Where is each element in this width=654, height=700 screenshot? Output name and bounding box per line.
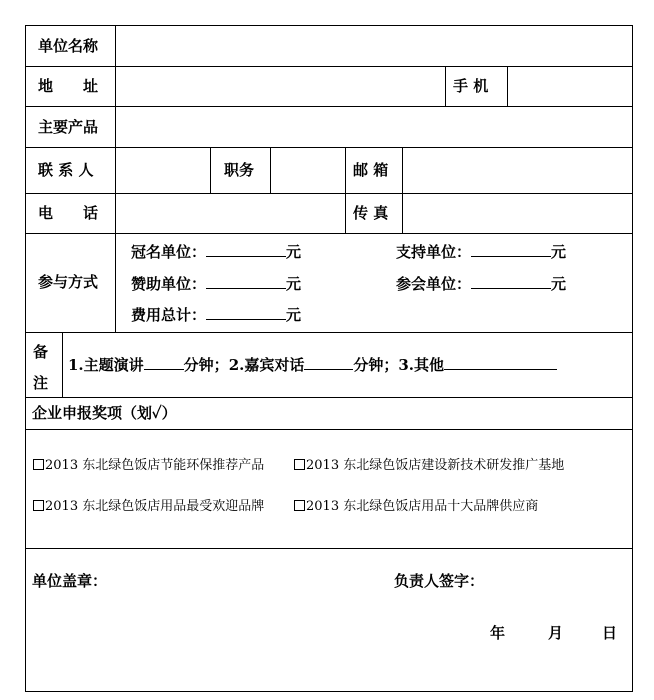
rule (402, 147, 403, 233)
fax-label: 传 真 (353, 204, 389, 222)
rule (445, 66, 446, 106)
address-field[interactable] (117, 68, 444, 105)
dialogue-label: 2.嘉宾对话 (228, 356, 305, 374)
checkbox[interactable] (33, 500, 44, 511)
sponsor-unit-amount-blank[interactable] (206, 274, 286, 289)
support-unit-label: 支持单位： (396, 243, 472, 261)
rule (25, 548, 633, 549)
checkbox[interactable] (294, 500, 305, 511)
remarks-content (68, 355, 557, 374)
fax-field[interactable] (404, 195, 631, 232)
rule (25, 429, 633, 430)
award-option-3[interactable] (33, 499, 264, 515)
main-products-field[interactable] (117, 108, 631, 146)
sponsor-unit-label: 赞助单位： (131, 275, 207, 293)
contact-label: 联 系 人 (38, 161, 94, 179)
rule (25, 106, 633, 107)
rule (62, 332, 63, 397)
rule (632, 25, 633, 691)
date-year: 年 (490, 624, 506, 642)
mobile-field[interactable] (509, 68, 631, 105)
participation-label: 参与方式 (38, 273, 99, 291)
rule (25, 193, 633, 194)
keynote-minutes-blank[interactable] (144, 355, 184, 370)
other-label: 3.其他 (398, 356, 445, 374)
phone-field[interactable] (117, 195, 344, 232)
rule (25, 66, 633, 67)
award-option-label: 2013 东北绿色饭店节能环保推荐产品 (45, 458, 265, 473)
award-option-label: 2013 东北绿色饭店用品十大品牌供应商 (306, 499, 539, 514)
rule (210, 147, 211, 193)
unit-name-field[interactable] (117, 27, 631, 65)
title-sponsor-amount-blank[interactable] (206, 242, 286, 257)
award-option-2[interactable] (294, 458, 564, 474)
award-option-label: 2013 东北绿色饭店建设新技术研发推广基地 (306, 458, 565, 473)
minutes-unit: 分钟； (353, 356, 399, 374)
address-label: 地 址 (38, 77, 99, 95)
signature-label: 负责人签字： (394, 572, 485, 590)
rule (115, 25, 116, 333)
date-month: 月 (548, 624, 564, 642)
rule (345, 147, 346, 233)
awards-header: 企业申报奖项（划✓） (32, 404, 177, 422)
award-option-label: 2013 东北绿色饭店用品最受欢迎品牌 (45, 499, 265, 514)
exhibitor-unit-label: 参会单位： (396, 275, 472, 293)
phone-label: 电 话 (38, 204, 99, 222)
rule (25, 691, 633, 692)
title-sponsor-option (131, 242, 301, 261)
date-day: 日 (602, 624, 618, 642)
award-option-1[interactable] (33, 458, 264, 474)
email-label: 邮 箱 (353, 161, 389, 179)
rule (25, 397, 633, 398)
dialogue-minutes-blank[interactable] (304, 355, 353, 370)
title-sponsor-label: 冠名单位： (131, 243, 207, 261)
yuan-unit: 元 (551, 243, 567, 261)
rule (25, 25, 633, 26)
total-fee-option (131, 305, 301, 324)
exhibitor-unit-option (396, 274, 566, 293)
position-label: 职务 (224, 161, 255, 179)
award-option-4[interactable] (294, 499, 538, 515)
contact-field[interactable] (117, 149, 209, 192)
minutes-unit: 分钟； (183, 356, 229, 374)
keynote-label: 1.主题演讲 (68, 356, 144, 374)
support-unit-amount-blank[interactable] (471, 242, 551, 257)
rule (25, 25, 26, 691)
main-products-label: 主要产品 (38, 118, 99, 136)
exhibitor-unit-amount-blank[interactable] (471, 274, 551, 289)
yuan-unit: 元 (551, 275, 567, 293)
other-blank[interactable] (444, 355, 557, 370)
total-fee-amount-blank[interactable] (206, 305, 286, 320)
email-field[interactable] (404, 149, 631, 192)
support-unit-option (396, 242, 566, 261)
yuan-unit: 元 (286, 243, 302, 261)
rule (270, 147, 271, 193)
yuan-unit: 元 (286, 275, 302, 293)
mobile-label: 手 机 (453, 77, 489, 95)
checkbox[interactable] (294, 459, 305, 470)
rule (25, 147, 633, 148)
remarks-label-2: 注 (33, 374, 49, 392)
position-field[interactable] (272, 149, 344, 192)
total-fee-label: 费用总计： (131, 306, 207, 324)
seal-label: 单位盖章： (32, 572, 108, 590)
unit-name-label: 单位名称 (38, 37, 99, 55)
yuan-unit: 元 (286, 306, 302, 324)
rule (507, 66, 508, 106)
remarks-label-1: 备 (33, 343, 49, 361)
rule (25, 332, 633, 333)
checkbox[interactable] (33, 459, 44, 470)
rule (25, 233, 633, 234)
sponsor-unit-option (131, 274, 301, 293)
